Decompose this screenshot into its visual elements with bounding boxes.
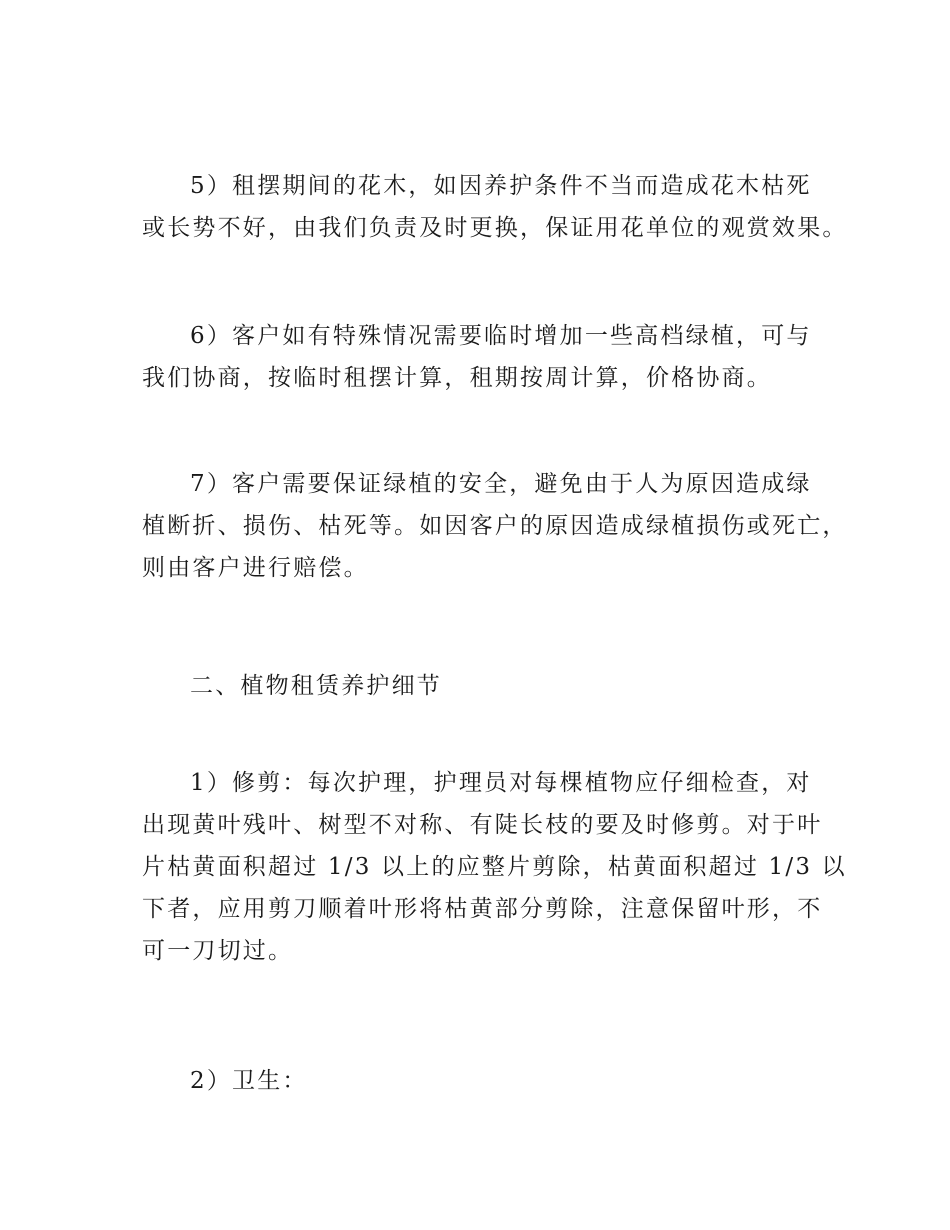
paragraph-item-5	[142, 165, 848, 249]
text-line: 片枯黄面积超过 1/3 以上的应整片剪除，枯黄面积超过 1/3 以	[142, 854, 847, 880]
text-line: 下者，应用剪刀顺着叶形将枯黄部分剪除，注意保留叶形，不	[142, 896, 823, 922]
text-line: 可一刀切过。	[142, 938, 294, 964]
paragraph-hygiene	[142, 1060, 822, 1102]
section-heading	[142, 665, 822, 707]
text-line: 植断折、损伤、枯死等。如因客户的原因造成绿植损伤或死亡，	[142, 513, 848, 539]
text-line: 我们协商，按临时租摆计算，租期按周计算，价格协商。	[142, 365, 772, 391]
text-line: 2）卫生：	[190, 1068, 308, 1094]
text-line: 5）租摆期间的花木，如因养护条件不当而造成花木枯死	[190, 173, 812, 199]
text-line: 1）修剪：每次护理，护理员对每棵植物应仔细检查，对	[190, 770, 812, 796]
text-line: 7）客户需要保证绿植的安全，避免由于人为原因造成绿	[190, 471, 812, 497]
heading-text: 二、植物租赁养护细节	[190, 673, 442, 699]
text-line: 6）客户如有特殊情况需要临时增加一些高档绿植，可与	[190, 323, 812, 349]
text-line: 则由客户进行赔偿。	[142, 555, 369, 581]
text-line: 或长势不好，由我们负责及时更换，保证用花单位的观赏效果。	[142, 215, 848, 241]
text-line: 出现黄叶残叶、树型不对称、有陡长枝的要及时修剪。对于叶	[142, 812, 823, 838]
paragraph-item-7	[142, 463, 848, 589]
paragraph-pruning	[142, 762, 847, 972]
paragraph-item-6	[142, 315, 822, 399]
